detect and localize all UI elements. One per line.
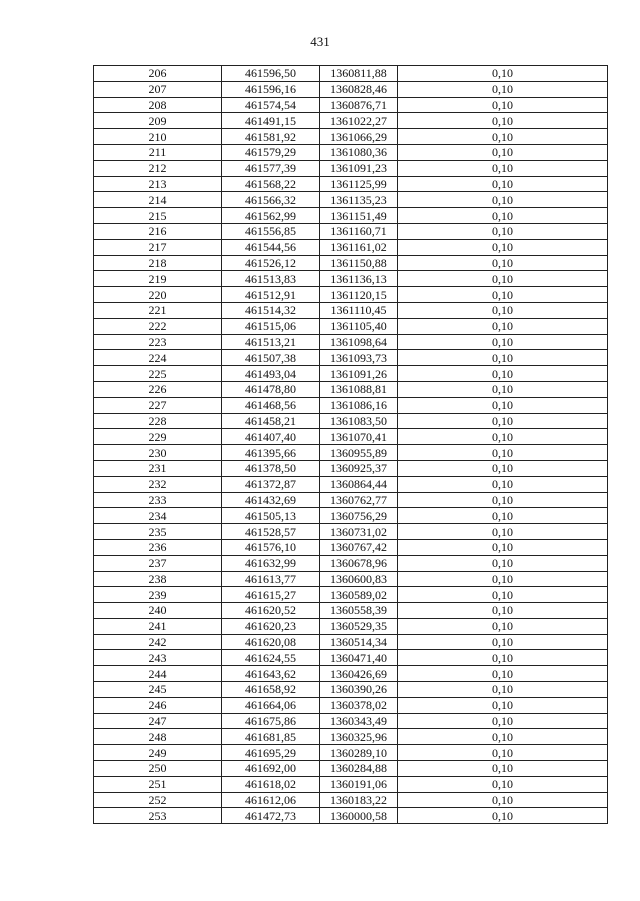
table-row: [94, 460, 608, 476]
y-coordinate-cell: 1361086,16: [320, 397, 398, 413]
table-row: [94, 381, 608, 397]
point-number-cell: 228: [94, 413, 222, 429]
point-number-cell: 207: [94, 81, 222, 97]
point-number-cell: 224: [94, 350, 222, 366]
y-coordinate-cell: 1360000,58: [320, 808, 398, 824]
table-row: [94, 666, 608, 682]
x-coordinate-cell: 461395,66: [222, 445, 320, 461]
x-coordinate-cell: 461432,69: [222, 492, 320, 508]
table-row: [94, 239, 608, 255]
table-row: [94, 192, 608, 208]
y-coordinate-cell: 1361093,73: [320, 350, 398, 366]
table-row: [94, 223, 608, 239]
accuracy-cell: 0,10: [398, 97, 608, 113]
y-coordinate-cell: 1360191,06: [320, 776, 398, 792]
x-coordinate-cell: 461596,50: [222, 66, 320, 82]
point-number-cell: 213: [94, 176, 222, 192]
accuracy-cell: 0,10: [398, 792, 608, 808]
accuracy-cell: 0,10: [398, 81, 608, 97]
x-coordinate-cell: 461407,40: [222, 429, 320, 445]
y-coordinate-cell: 1360325,96: [320, 729, 398, 745]
table-row: [94, 397, 608, 413]
y-coordinate-cell: 1360471,40: [320, 650, 398, 666]
point-number-cell: 227: [94, 397, 222, 413]
y-coordinate-cell: 1360762,77: [320, 492, 398, 508]
x-coordinate-cell: 461576,10: [222, 539, 320, 555]
y-coordinate-cell: 1360183,22: [320, 792, 398, 808]
accuracy-cell: 0,10: [398, 144, 608, 160]
table-row: [94, 555, 608, 571]
table-row: [94, 618, 608, 634]
x-coordinate-cell: 461596,16: [222, 81, 320, 97]
point-number-cell: 223: [94, 334, 222, 350]
table-row: [94, 366, 608, 382]
accuracy-cell: 0,10: [398, 571, 608, 587]
accuracy-cell: 0,10: [398, 350, 608, 366]
y-coordinate-cell: 1360558,39: [320, 603, 398, 619]
y-coordinate-cell: 1361070,41: [320, 429, 398, 445]
table-row: [94, 808, 608, 824]
accuracy-cell: 0,10: [398, 429, 608, 445]
x-coordinate-cell: 461514,32: [222, 302, 320, 318]
table-row: [94, 144, 608, 160]
accuracy-cell: 0,10: [398, 223, 608, 239]
accuracy-cell: 0,10: [398, 160, 608, 176]
accuracy-cell: 0,10: [398, 381, 608, 397]
x-coordinate-cell: 461577,39: [222, 160, 320, 176]
point-number-cell: 230: [94, 445, 222, 461]
y-coordinate-cell: 1361160,71: [320, 223, 398, 239]
accuracy-cell: 0,10: [398, 208, 608, 224]
point-number-cell: 206: [94, 66, 222, 82]
point-number-cell: 215: [94, 208, 222, 224]
x-coordinate-cell: 461675,86: [222, 713, 320, 729]
table-row: [94, 113, 608, 129]
accuracy-cell: 0,10: [398, 334, 608, 350]
table-row: [94, 524, 608, 540]
table-row: [94, 176, 608, 192]
accuracy-cell: 0,10: [398, 476, 608, 492]
point-number-cell: 250: [94, 761, 222, 777]
point-number-cell: 232: [94, 476, 222, 492]
point-number-cell: 247: [94, 713, 222, 729]
page-number: 431: [310, 34, 330, 49]
point-number-cell: 214: [94, 192, 222, 208]
point-number-cell: 218: [94, 255, 222, 271]
x-coordinate-cell: 461372,87: [222, 476, 320, 492]
y-coordinate-cell: 1360378,02: [320, 697, 398, 713]
table-row: [94, 697, 608, 713]
table-row: [94, 287, 608, 303]
point-number-cell: 217: [94, 239, 222, 255]
y-coordinate-cell: 1361135,23: [320, 192, 398, 208]
table-row: [94, 539, 608, 555]
point-number-cell: 240: [94, 603, 222, 619]
point-number-cell: 251: [94, 776, 222, 792]
table-row: [94, 302, 608, 318]
accuracy-cell: 0,10: [398, 255, 608, 271]
y-coordinate-cell: 1360678,96: [320, 555, 398, 571]
accuracy-cell: 0,10: [398, 650, 608, 666]
table-row: [94, 792, 608, 808]
table-row: [94, 603, 608, 619]
x-coordinate-cell: 461658,92: [222, 682, 320, 698]
x-coordinate-cell: 461581,92: [222, 129, 320, 145]
y-coordinate-cell: 1361151,49: [320, 208, 398, 224]
y-coordinate-cell: 1361080,36: [320, 144, 398, 160]
table-row: [94, 81, 608, 97]
point-number-cell: 234: [94, 508, 222, 524]
point-number-cell: 244: [94, 666, 222, 682]
table-row: [94, 255, 608, 271]
coordinates-table: [93, 65, 608, 824]
x-coordinate-cell: 461620,23: [222, 618, 320, 634]
point-number-cell: 233: [94, 492, 222, 508]
accuracy-cell: 0,10: [398, 666, 608, 682]
x-coordinate-cell: 461472,73: [222, 808, 320, 824]
x-coordinate-cell: 461478,80: [222, 381, 320, 397]
accuracy-cell: 0,10: [398, 603, 608, 619]
accuracy-cell: 0,10: [398, 192, 608, 208]
point-number-cell: 212: [94, 160, 222, 176]
x-coordinate-cell: 461620,08: [222, 634, 320, 650]
point-number-cell: 222: [94, 318, 222, 334]
point-number-cell: 243: [94, 650, 222, 666]
point-number-cell: 252: [94, 792, 222, 808]
point-number-cell: 221: [94, 302, 222, 318]
point-number-cell: 210: [94, 129, 222, 145]
y-coordinate-cell: 1361105,40: [320, 318, 398, 334]
point-number-cell: 231: [94, 460, 222, 476]
accuracy-cell: 0,10: [398, 587, 608, 603]
accuracy-cell: 0,10: [398, 460, 608, 476]
accuracy-cell: 0,10: [398, 508, 608, 524]
y-coordinate-cell: 1361091,23: [320, 160, 398, 176]
accuracy-cell: 0,10: [398, 682, 608, 698]
y-coordinate-cell: 1361091,26: [320, 366, 398, 382]
table-row: [94, 271, 608, 287]
accuracy-cell: 0,10: [398, 302, 608, 318]
y-coordinate-cell: 1361110,45: [320, 302, 398, 318]
x-coordinate-cell: 461491,15: [222, 113, 320, 129]
table-row: [94, 729, 608, 745]
x-coordinate-cell: 461513,83: [222, 271, 320, 287]
x-coordinate-cell: 461458,21: [222, 413, 320, 429]
y-coordinate-cell: 1360289,10: [320, 745, 398, 761]
point-number-cell: 245: [94, 682, 222, 698]
y-coordinate-cell: 1361088,81: [320, 381, 398, 397]
y-coordinate-cell: 1360390,26: [320, 682, 398, 698]
x-coordinate-cell: 461513,21: [222, 334, 320, 350]
point-number-cell: 225: [94, 366, 222, 382]
coordinates-table-body: [94, 66, 608, 824]
x-coordinate-cell: 461624,55: [222, 650, 320, 666]
x-coordinate-cell: 461579,29: [222, 144, 320, 160]
point-number-cell: 220: [94, 287, 222, 303]
x-coordinate-cell: 461613,77: [222, 571, 320, 587]
point-number-cell: 209: [94, 113, 222, 129]
y-coordinate-cell: 1361066,29: [320, 129, 398, 145]
point-number-cell: 242: [94, 634, 222, 650]
accuracy-cell: 0,10: [398, 634, 608, 650]
point-number-cell: 238: [94, 571, 222, 587]
point-number-cell: 249: [94, 745, 222, 761]
accuracy-cell: 0,10: [398, 555, 608, 571]
accuracy-cell: 0,10: [398, 397, 608, 413]
table-row: [94, 761, 608, 777]
accuracy-cell: 0,10: [398, 539, 608, 555]
y-coordinate-cell: 1360514,34: [320, 634, 398, 650]
table-row: [94, 682, 608, 698]
table-row: [94, 587, 608, 603]
accuracy-cell: 0,10: [398, 66, 608, 82]
table-row: [94, 634, 608, 650]
y-coordinate-cell: 1360589,02: [320, 587, 398, 603]
x-coordinate-cell: 461507,38: [222, 350, 320, 366]
x-coordinate-cell: 461562,99: [222, 208, 320, 224]
accuracy-cell: 0,10: [398, 366, 608, 382]
x-coordinate-cell: 461505,13: [222, 508, 320, 524]
y-coordinate-cell: 1360284,88: [320, 761, 398, 777]
x-coordinate-cell: 461528,57: [222, 524, 320, 540]
y-coordinate-cell: 1360955,89: [320, 445, 398, 461]
table-row: [94, 160, 608, 176]
accuracy-cell: 0,10: [398, 318, 608, 334]
accuracy-cell: 0,10: [398, 113, 608, 129]
table-row: [94, 571, 608, 587]
y-coordinate-cell: 1360811,88: [320, 66, 398, 82]
x-coordinate-cell: 461378,50: [222, 460, 320, 476]
y-coordinate-cell: 1360426,69: [320, 666, 398, 682]
table-row: [94, 208, 608, 224]
accuracy-cell: 0,10: [398, 618, 608, 634]
x-coordinate-cell: 461692,00: [222, 761, 320, 777]
y-coordinate-cell: 1360343,49: [320, 713, 398, 729]
y-coordinate-cell: 1360600,83: [320, 571, 398, 587]
table-row: [94, 97, 608, 113]
table-row: [94, 476, 608, 492]
y-coordinate-cell: 1361083,50: [320, 413, 398, 429]
x-coordinate-cell: 461618,02: [222, 776, 320, 792]
x-coordinate-cell: 461695,29: [222, 745, 320, 761]
x-coordinate-cell: 461526,12: [222, 255, 320, 271]
point-number-cell: 226: [94, 381, 222, 397]
x-coordinate-cell: 461568,22: [222, 176, 320, 192]
point-number-cell: 211: [94, 144, 222, 160]
point-number-cell: 246: [94, 697, 222, 713]
y-coordinate-cell: 1360876,71: [320, 97, 398, 113]
y-coordinate-cell: 1360756,29: [320, 508, 398, 524]
accuracy-cell: 0,10: [398, 761, 608, 777]
y-coordinate-cell: 1360828,46: [320, 81, 398, 97]
accuracy-cell: 0,10: [398, 271, 608, 287]
y-coordinate-cell: 1361136,13: [320, 271, 398, 287]
accuracy-cell: 0,10: [398, 697, 608, 713]
point-number-cell: 216: [94, 223, 222, 239]
x-coordinate-cell: 461468,56: [222, 397, 320, 413]
y-coordinate-cell: 1361098,64: [320, 334, 398, 350]
x-coordinate-cell: 461566,32: [222, 192, 320, 208]
table-row: [94, 492, 608, 508]
x-coordinate-cell: 461632,99: [222, 555, 320, 571]
point-number-cell: 236: [94, 539, 222, 555]
point-number-cell: 248: [94, 729, 222, 745]
accuracy-cell: 0,10: [398, 713, 608, 729]
x-coordinate-cell: 461574,54: [222, 97, 320, 113]
point-number-cell: 208: [94, 97, 222, 113]
x-coordinate-cell: 461612,06: [222, 792, 320, 808]
point-number-cell: 229: [94, 429, 222, 445]
accuracy-cell: 0,10: [398, 129, 608, 145]
y-coordinate-cell: 1360925,37: [320, 460, 398, 476]
table-row: [94, 350, 608, 366]
accuracy-cell: 0,10: [398, 239, 608, 255]
table-row: [94, 318, 608, 334]
table-row: [94, 129, 608, 145]
x-coordinate-cell: 461493,04: [222, 366, 320, 382]
accuracy-cell: 0,10: [398, 445, 608, 461]
point-number-cell: 239: [94, 587, 222, 603]
table-row: [94, 413, 608, 429]
point-number-cell: 237: [94, 555, 222, 571]
y-coordinate-cell: 1361125,99: [320, 176, 398, 192]
y-coordinate-cell: 1361022,27: [320, 113, 398, 129]
point-number-cell: 253: [94, 808, 222, 824]
table-row: [94, 650, 608, 666]
table-row: [94, 334, 608, 350]
x-coordinate-cell: 461544,56: [222, 239, 320, 255]
accuracy-cell: 0,10: [398, 524, 608, 540]
x-coordinate-cell: 461643,62: [222, 666, 320, 682]
accuracy-cell: 0,10: [398, 492, 608, 508]
x-coordinate-cell: 461620,52: [222, 603, 320, 619]
point-number-cell: 219: [94, 271, 222, 287]
y-coordinate-cell: 1361161,02: [320, 239, 398, 255]
y-coordinate-cell: 1360864,44: [320, 476, 398, 492]
table-row: [94, 776, 608, 792]
table-row: [94, 713, 608, 729]
y-coordinate-cell: 1361120,15: [320, 287, 398, 303]
y-coordinate-cell: 1360767,42: [320, 539, 398, 555]
x-coordinate-cell: 461556,85: [222, 223, 320, 239]
accuracy-cell: 0,10: [398, 808, 608, 824]
table-row: [94, 66, 608, 82]
point-number-cell: 235: [94, 524, 222, 540]
x-coordinate-cell: 461681,85: [222, 729, 320, 745]
y-coordinate-cell: 1360731,02: [320, 524, 398, 540]
table-row: [94, 745, 608, 761]
point-number-cell: 241: [94, 618, 222, 634]
y-coordinate-cell: 1360529,35: [320, 618, 398, 634]
x-coordinate-cell: 461515,06: [222, 318, 320, 334]
y-coordinate-cell: 1361150,88: [320, 255, 398, 271]
accuracy-cell: 0,10: [398, 413, 608, 429]
x-coordinate-cell: 461615,27: [222, 587, 320, 603]
table-row: [94, 429, 608, 445]
table-row: [94, 508, 608, 524]
accuracy-cell: 0,10: [398, 745, 608, 761]
accuracy-cell: 0,10: [398, 287, 608, 303]
accuracy-cell: 0,10: [398, 729, 608, 745]
x-coordinate-cell: 461512,91: [222, 287, 320, 303]
accuracy-cell: 0,10: [398, 776, 608, 792]
table-row: [94, 445, 608, 461]
accuracy-cell: 0,10: [398, 176, 608, 192]
x-coordinate-cell: 461664,06: [222, 697, 320, 713]
